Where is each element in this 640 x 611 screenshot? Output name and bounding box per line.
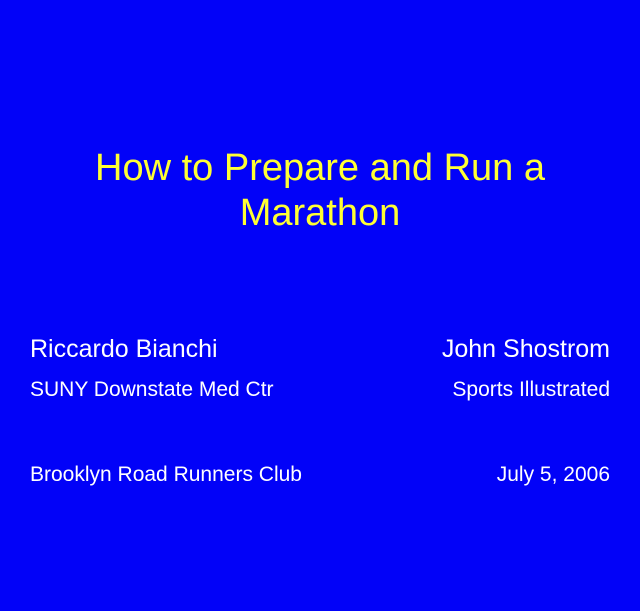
slide-title-line-1: How to Prepare and Run a bbox=[95, 147, 545, 189]
author-right-affiliation: Sports Illustrated bbox=[452, 378, 610, 401]
author-left-affiliation: SUNY Downstate Med Ctr bbox=[30, 378, 274, 401]
slide-title-line-2: Marathon bbox=[239, 192, 401, 234]
author-left-club: Brooklyn Road Runners Club bbox=[30, 463, 302, 486]
author-left-name: Riccardo Bianchi bbox=[30, 335, 218, 363]
slide-title bbox=[0, 146, 640, 236]
author-right-name: John Shostrom bbox=[441, 335, 610, 363]
presentation-date: July 5, 2006 bbox=[496, 463, 610, 486]
